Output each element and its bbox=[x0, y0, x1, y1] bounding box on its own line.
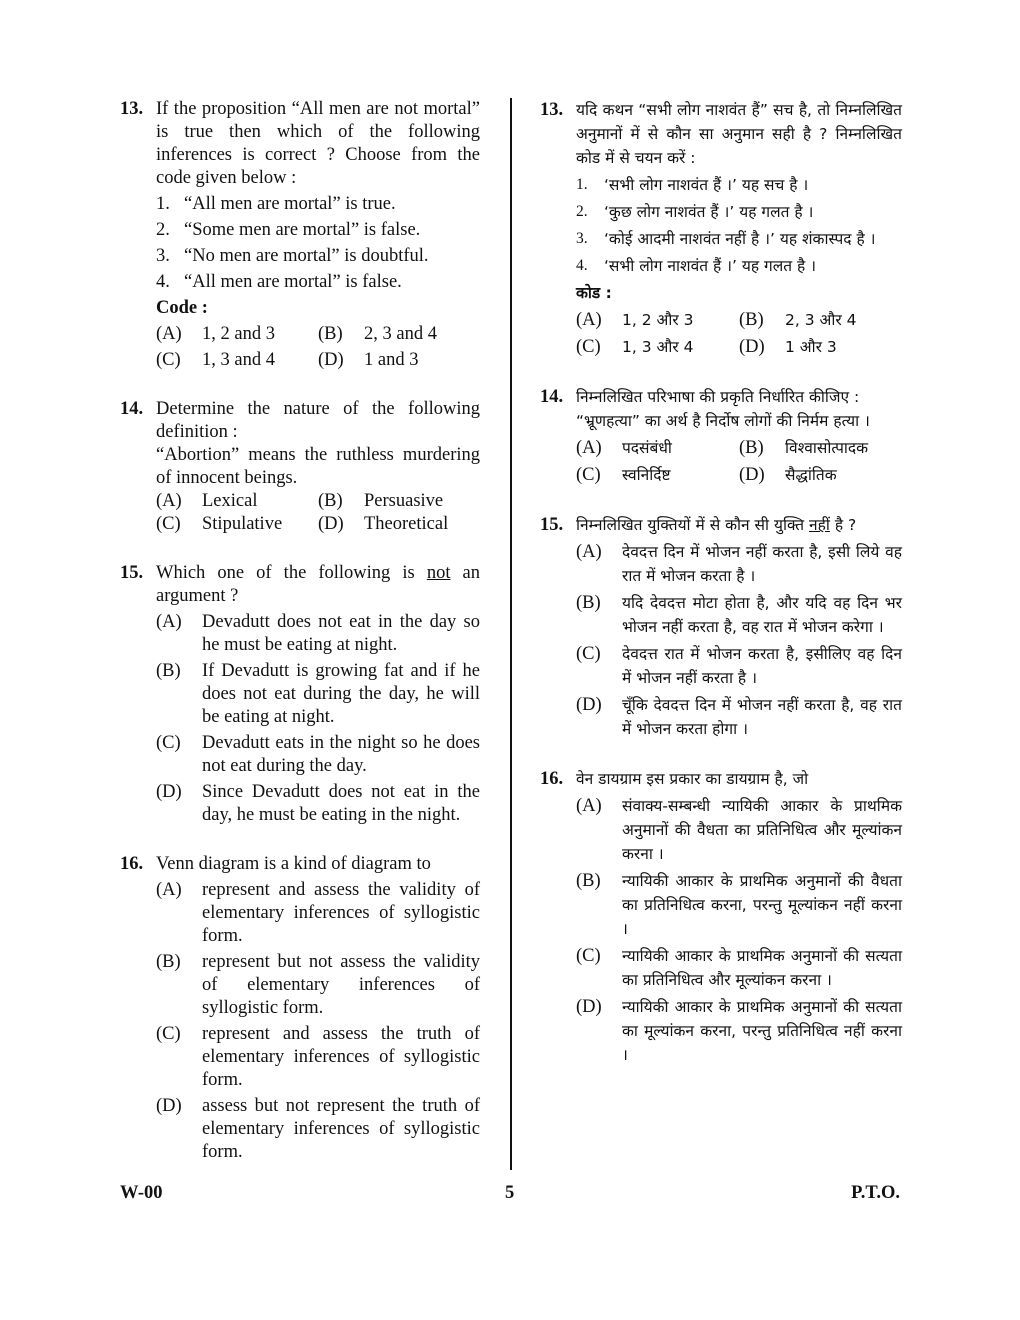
option-d: (D) न्यायिकी आकार के प्राथमिक अनुमानों की सत्यता का मूल्यांकन करना, परन्तु प्रतिनिधित्व नहीं करना । bbox=[576, 997, 902, 1064]
please-turn-over: P.T.O. bbox=[851, 1183, 900, 1203]
option-b: (B) न्यायिकी आकार के प्राथमिक अनुमानों की वैधता का प्रतिनिधित्व करना, परन्तु मूल्यांकन नहीं करना । bbox=[576, 871, 902, 938]
question-number: 14. bbox=[120, 399, 144, 419]
question-stem: If the proposition “All men are not mortal” is true then which of the following inferences is correct ? Choose from the code given below : bbox=[156, 99, 480, 188]
option-c: (C) न्यायिकी आकार के प्राथमिक अनुमानों की सत्यता का प्रतिनिधित्व और मूल्यांकन करना । bbox=[576, 946, 902, 989]
option-b: (B) represent but not assess the validity of elementary inferences of syllogistic form. bbox=[156, 952, 480, 1018]
question-14-hindi bbox=[540, 385, 902, 487]
question-stem: Which one of the following is not an argument ? bbox=[156, 563, 480, 606]
question-stem: यदि कथन “सभी लोग नाशवंत हैं” सच है, तो निम्नलिखित अनुमानों में से कौन सा अनुमान सही है ? निम्नलिखित कोड में से चयन करें : bbox=[576, 101, 902, 167]
question-number: 15. bbox=[540, 515, 564, 535]
option-d: (D) Since Devadutt does not eat in the day, he must be eating in the night. bbox=[156, 782, 480, 825]
statement-item: 3. ‘कोई आदमी नाशवंत नहीं है ।’ यह शंकास्पद है । bbox=[576, 230, 876, 248]
option-d: (D) 1 और 3 bbox=[739, 337, 837, 357]
option-b: (B) 2, 3 and 4 bbox=[318, 324, 437, 344]
option-b: (B) विश्वासोत्पादक bbox=[739, 438, 869, 458]
question-number: 16. bbox=[540, 769, 564, 789]
definition-quote: “भ्रूणहत्या” का अर्थ है निर्दोष लोगों की निर्मम हत्या । bbox=[576, 412, 870, 430]
option-d: (D) चूँकि देवदत्त दिन में भोजन नहीं करता है, वह रात में भोजन करता होगा । bbox=[576, 695, 902, 738]
option-d: (D) 1 and 3 bbox=[318, 350, 419, 370]
answer-options bbox=[156, 323, 480, 372]
option-b: (B) If Devadutt is growing fat and if he does not eat during the day, he will be eating at night. bbox=[156, 661, 480, 727]
question-number: 13. bbox=[540, 100, 564, 120]
paper-code: W-00 bbox=[120, 1183, 163, 1203]
english-column bbox=[120, 98, 480, 1190]
option-b: (B) यदि देवदत्त मोटा होता है, और यदि वह दिन भर भोजन नहीं करता है, वह रात में भोजन करेगा । bbox=[576, 593, 902, 636]
option-a: (A) represent and assess the validity of elementary inferences of syllogistic form. bbox=[156, 880, 480, 946]
question-stem: Determine the nature of the following definition : bbox=[156, 399, 480, 442]
question-14 bbox=[120, 398, 480, 536]
code-label: कोड : bbox=[576, 284, 612, 302]
option-d: (D) सैद्धांतिक bbox=[739, 465, 837, 485]
question-16 bbox=[120, 853, 480, 1164]
option-a: (A) 1, 2 and 3 bbox=[156, 324, 275, 344]
option-c: (C) 1, 3 और 4 bbox=[576, 337, 694, 357]
question-stem: वेन डायग्राम इस प्रकार का डायग्राम है, जो bbox=[576, 770, 809, 788]
answer-options bbox=[576, 308, 902, 359]
statement-item: 1. ‘सभी लोग नाशवंत हैं ।’ यह सच है । bbox=[576, 176, 809, 194]
option-a: (A) 1, 2 और 3 bbox=[576, 310, 694, 330]
statement-item: 3. “No men are mortal” is doubtful. bbox=[156, 246, 429, 266]
question-13-hindi bbox=[540, 98, 902, 359]
statement-item: 4. ‘सभी लोग नाशवंत हैं ।’ यह गलत है । bbox=[576, 257, 817, 275]
code-label: Code : bbox=[156, 298, 208, 318]
question-number: 15. bbox=[120, 563, 144, 583]
question-13 bbox=[120, 98, 480, 372]
statement-item: 2. ‘कुछ लोग नाशवंत हैं ।’ यह गलत है । bbox=[576, 203, 814, 221]
option-c: (C) Stipulative bbox=[156, 514, 283, 534]
option-c: (C) represent and assess the truth of elementary inferences of syllogistic form. bbox=[156, 1024, 480, 1090]
option-a: (A) Lexical bbox=[156, 491, 258, 511]
option-a: (A) Devadutt does not eat in the day so he must be eating at night. bbox=[156, 612, 480, 655]
option-d: (D) assess but not represent the truth of elementary inferences of syllogistic form. bbox=[156, 1096, 480, 1162]
question-15-hindi bbox=[540, 513, 902, 741]
option-a: (A) देवदत्त दिन में भोजन नहीं करता है, इसी लिये वह रात में भोजन करता है । bbox=[576, 542, 902, 585]
option-a: (A) पदसंबंधी bbox=[576, 438, 672, 458]
question-16-hindi bbox=[540, 767, 902, 1067]
question-stem: Venn diagram is a kind of diagram to bbox=[156, 854, 431, 874]
option-c: (C) Devadutt eats in the night so he does not eat during the day. bbox=[156, 733, 480, 776]
answer-options bbox=[576, 436, 902, 487]
statement-item: 4. “All men are mortal” is false. bbox=[156, 272, 402, 292]
column-divider bbox=[510, 98, 512, 1170]
statement-item: 1. “All men are mortal” is true. bbox=[156, 194, 396, 214]
option-c: (C) 1, 3 and 4 bbox=[156, 350, 275, 370]
question-number: 16. bbox=[120, 854, 144, 874]
page-number: 5 bbox=[505, 1183, 515, 1203]
question-number: 14. bbox=[540, 387, 564, 407]
option-d: (D) Theoretical bbox=[318, 514, 449, 534]
option-c: (C) देवदत्त रात में भोजन करता है, इसीलिए वह दिन में भोजन नहीं करता है । bbox=[576, 644, 902, 687]
option-c: (C) स्वनिर्दिष्ट bbox=[576, 465, 671, 485]
answer-options bbox=[156, 490, 480, 536]
question-15 bbox=[120, 562, 480, 827]
option-a: (A) संवाक्य-सम्बन्धी न्यायिकी आकार के प्राथमिक अनुमानों की वैधता का प्रतिनिधित्व और मूल्यांकन करना । bbox=[576, 796, 902, 863]
question-number: 13. bbox=[120, 99, 144, 119]
option-b: (B) Persuasive bbox=[318, 491, 444, 511]
option-b: (B) 2, 3 और 4 bbox=[739, 310, 857, 330]
hindi-column bbox=[540, 98, 902, 1093]
question-stem: निम्नलिखित परिभाषा की प्रकृति निर्धारित कीजिए : bbox=[576, 388, 860, 406]
question-stem: निम्नलिखित युक्तियों में से कौन सी युक्ति नहीं है ? bbox=[576, 516, 857, 534]
definition-quote: “Abortion” means the ruthless murdering of innocent beings. bbox=[156, 445, 480, 488]
statement-item: 2. “Some men are mortal” is false. bbox=[156, 220, 421, 240]
